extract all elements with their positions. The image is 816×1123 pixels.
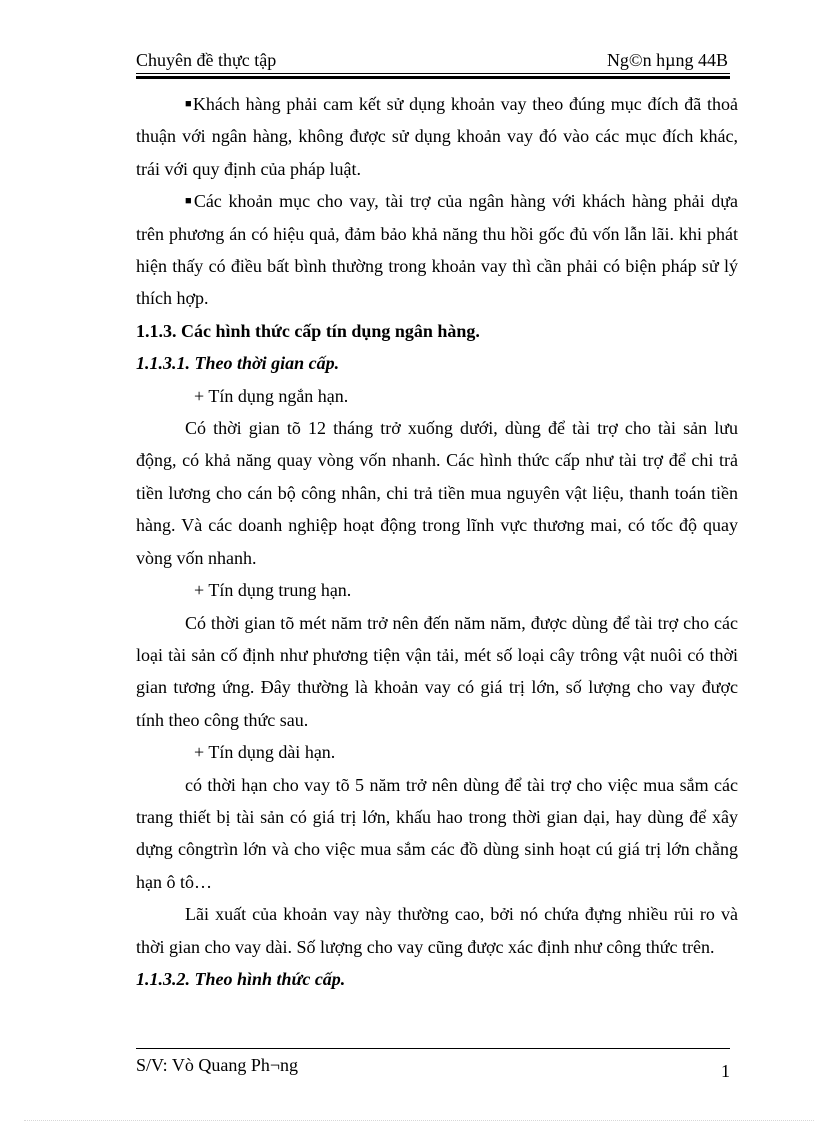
heading-1-1-3: 1.1.3. Các hình thức cấp tín dụng ngân hàng. bbox=[136, 320, 480, 341]
page-footer bbox=[136, 1052, 730, 1081]
header-class: Ng©n hµng 44B bbox=[606, 50, 728, 70]
paragraph-interest-rate: Lãi xuất của khoản vay này thường cao, bởi nó chứa đựng nhiều rủi ro và thời gian cho vay dài. Số lượng cho vay cũng được xác định như công thức trên. bbox=[136, 904, 738, 957]
paragraph-medium-term: Có thời gian tõ mét năm trở nên đến năm năm, được dùng để tài trợ cho các loại tài sản cố định như phương tiện vận tải, mét số loại cây trông vật nuôi có thời gian tương ứng. Đây thường là khoản vay có giá trị lớn, số lượng cho vay được tính theo công thức sau. bbox=[136, 612, 738, 730]
page-number: 1 bbox=[721, 1061, 730, 1081]
item-medium-term-credit: + Tín dụng trung hạn. bbox=[194, 580, 352, 601]
paragraph-short-term: Có thời gian tõ 12 tháng trở xuống dưới, dùng để tài trợ cho tài sản lưu động, có khả năng quay vòng vốn nhanh. Các hình thức cấp như tài trợ để chi trả tiền lương cho cán bộ công nhân, chi trả tiền mua nguyên vật liệu, thanh toán tiền hàng. Và các doanh nghiệp hoạt động trong lĩnh vực thương mai, có tốc độ quay vòng vốn nhanh. bbox=[136, 418, 738, 568]
paragraph-customer-commitment bbox=[136, 88, 738, 185]
footer-rule bbox=[136, 1048, 730, 1049]
item-long-term-credit: + Tín dụng dài hạn. bbox=[194, 742, 336, 763]
square-bullet-icon: ■ bbox=[185, 195, 194, 208]
paragraph-loan-items bbox=[136, 185, 738, 315]
header-rule bbox=[136, 73, 730, 79]
page-edge-divider bbox=[24, 1120, 814, 1121]
page-header bbox=[136, 48, 730, 72]
header-title: Chuyên đề thực tập bbox=[136, 50, 277, 70]
page-body bbox=[136, 88, 738, 995]
heading-1-1-3-1: 1.1.3.1. Theo thời gian cấp. bbox=[136, 353, 340, 374]
heading-1-1-3-2: 1.1.3.2. Theo hình thức cấp. bbox=[136, 968, 346, 989]
square-bullet-icon: ■ bbox=[185, 98, 193, 110]
paragraph-long-term: có thời hạn cho vay tõ 5 năm trở nên dùng để tài trợ cho việc mua sắm các trang thiết bị tài sản có giá trị lớn, khấu hao trong thời gian dại, hay dùng để xây dựng côngtrìn lớn và cho việc mua sắm các đồ dùng sinh hoạt cú giá trị lớn chẳng hạn ô tô… bbox=[136, 774, 738, 892]
item-short-term-credit: + Tín dụng ngắn hạn. bbox=[194, 385, 349, 406]
paragraph-text: Khách hàng phải cam kết sử dụng khoản vay theo đúng mục đích đã thoả thuận với ngân hàng, không được sử dụng khoản vay đó vào các mục đích khác, trái với quy định của pháp luật. bbox=[136, 94, 738, 179]
paragraph-text: Các khoản mục cho vay, tài trợ của ngân hàng với khách hàng phải dựa trên phương án có hiệu quả, đảm bảo khả năng thu hồi gốc đủ vốn lẫn lãi. khi phát hiện thấy có điều bất bình thường trong khoản vay thì cần phải có biện pháp sử lý thích hợp. bbox=[136, 191, 738, 309]
footer-author: S/V: Vò Quang Ph¬ng bbox=[136, 1055, 298, 1075]
